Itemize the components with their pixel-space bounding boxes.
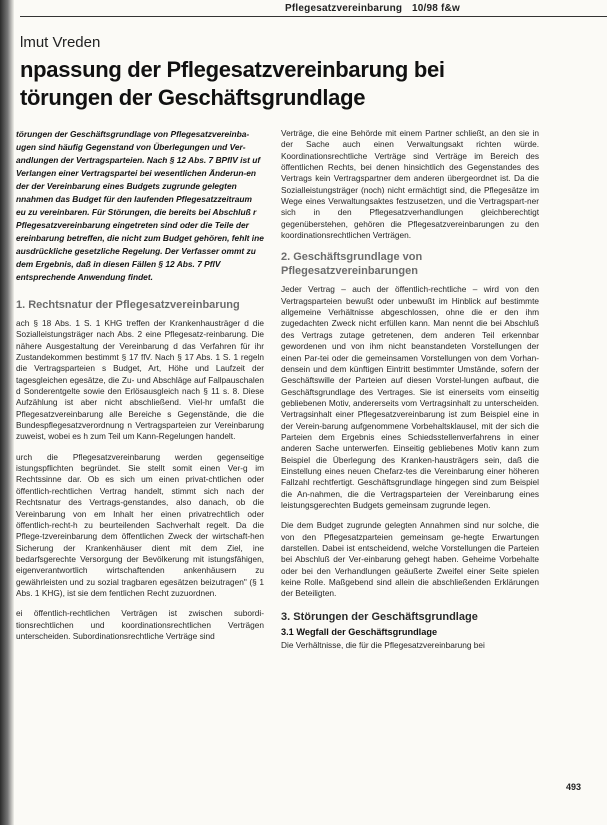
paragraph: Jeder Vertrag – auch der öffentlich-rechtliche – wird von den Vertragsparteien bewußt oder unbewußt im Hinblick auf bestimmte allgemeine Verhältnisse abgeschlossen, ohne die er den ihm zugedachten Zweck nicht erfüllen kann. Man nennt die bei Abschluß des Vertrags zutage getretenen, dem anderen Teil erkennbar gewordenen und von ihm nicht beanstandeten Vorstellungen der einen Par-tei oder die gemeinsamen Vorstellungen von dem Vorhan-densein und dem künftigen Eintritt bestimmter Umstände, sofern der Geschäftswille der Parteien auf diesen Vorstel-lungen aufbaut, die Geschäftsgrundlage des Vertrages. Sie ist einerseits vom einseitig gebliebenen Motiv, andererseits vom Vertragsinhalt zu unterscheiden. Vertragsinhalt einer Pflegesatzvereinbarung ist zum Beispiel eine in der Verein-barung aufgenommene Vorbehaltsklausel, mit der sich die Parteien dem Ergebnis eines Schiedsstellenverfahrens in einer anderen Sache unterwerfen. Einseitig gebliebenes Motiv kann zum Beispiel die Überlegung des Kranken-hausträgers sein, daß die Einstellung eines neuen Chefarz-tes die Vereinbarung einer höheren Fallzahl rechtfertigt. Geschäftsgrundlage hingegen sind zum Beispiel die An-nahmen, die die Vertragsparteien der Vereinbarung eines leistungsgerechten Budgets gemeinsam zugrunde legen. bbox=[281, 284, 539, 510]
left-column bbox=[16, 128, 264, 651]
paragraph: Die dem Budget zugrunde gelegten Annahmen sind nur solche, die von den Pflegesatzparteien gemeinsam ge-hegte Erwartungen darstellen. Dabei ist entscheidend, welche Vorstellungen die Parteien bei Abschluß der Ver-einbarung gehegt haben. Geheime Vorbehalte oder bei den Verhandlungen geäußerte Zweifel einer Seite spielen keine Rolle. Maßgebend sind allein die abschließenden Erklärungen der Beteiligten. bbox=[281, 520, 539, 599]
running-title: Pflegesatzvereinbarung bbox=[285, 3, 403, 14]
title-line-2: törungen der Geschäftsgrundlage bbox=[20, 85, 366, 110]
issue-label: 10/98 f&w bbox=[412, 3, 460, 14]
article-title bbox=[20, 56, 600, 112]
section-heading-3: 3. Störungen der Geschäftsgrundlage bbox=[281, 610, 478, 623]
subsection-heading: 3.1 Wegfall der Geschäftsgrundlage bbox=[281, 626, 438, 637]
right-column bbox=[281, 128, 539, 660]
section-heading-1: 1. Rechtsnatur der Pflegesatzvereinbarung bbox=[16, 299, 240, 311]
page-number: 493 bbox=[566, 782, 582, 792]
title-line-1: npassung der Pflegesatzvereinbarung bei bbox=[20, 57, 445, 82]
paragraph: ei öffentlich-rechtlichen Verträgen ist zwischen subordi-tionsrechtlichen und koordinationsrechtlichen Verträgen unterscheiden. Subordinationsrechtliche Verträge sind bbox=[16, 608, 264, 641]
binding-shadow bbox=[0, 0, 14, 825]
abstract: törungen der Geschäftsgrundlage von Pflegesatzvereinba-ugen sind häufig Gegenstand von Überlegungen und Ver-andlungen der Vertragsparteien. Nach § 12 Abs. 7 BPflV ist uf Verlangen einer Vertragspartei bei wesentlichen Änderun-en der der Vereinbarung eines Budgets zugrunde gelegten nnahmen das Budget für den laufenden Pflegesatzzeitraum eu zu vereinbaren. Für Störungen, die bereits bei Abschluß r Pflegesatzvereinbarung eingetreten sind oder die Teile der ereinbarung betreffen, die nicht zum Budget gehören, fehlt ine ausdrückliche gesetzliche Regelung. Der Verfasser ommt zu dem Ergebnis, daß in diesen Fällen § 12 Abs. 7 PflV entsprechende Anwendung findet. bbox=[16, 129, 264, 282]
paragraph: ach § 18 Abs. 1 S. 1 KHG treffen der Krankenhausträger d die Sozialleistungsträger nach Abs. 2 eine Pflegesatz-reinbarung. Die nähere Ausgestaltung der Vereinbarung d das Verfahren für ihr Zustandekommen bestimmt § 17 flV. Nach § 17 Abs. 1 S. 1 regeln die Vertragsparteien s Budget, Art, Höhe und Laufzeit der tagesgleichen egesätze, die Zu- und Abschläge auf Fallpauschalen d Sonderentgelte sowie den Erlösausgleich nach § 11 s. 8. Diese Aufzählung ist aber nicht abschließend. Viel-hr umfaßt die Pflegesatzvereinbarung alle Bereiche s Gegenstände, die die Bundespflegesatzverordnung n Vertragsparteien zur Vereinbarung zuweist, wobei es h zum Teil um Kann-Regelungen handelt. bbox=[16, 318, 264, 442]
paragraph: urch die Pflegesatzvereinbarung werden gegenseitige istungspflichten begründet. Sie stellt somit einen Ver-g im Rechtssinne dar. Ob es sich um einen privat-chtlichen oder öffentlich-rechtlichen Vertrag handelt, stimmt sich nach der Rechtsnatur des Vertrags-genstandes, also danach, ob die Vereinbarung von em Inhalt her einen privatrechtlich oder öffentlich-recht-h zu beurteilenden Sachverhalt regelt. Da die Pflege-tzvereinbarung dem öffentlichen Zweck der wirtschaft-hen Sicherung der Krankenhäuser dient mit dem Ziel, ine bedarfsgerechte Versorgung der Bevölkerung mit istungsfähigen, eigenverantwortlich wirtschaftenden ankenhäusern zu gewährleisten und zu sozial tragbaren egesätzen beizutragen" (§ 1 Abs. 1 KHG), ist sie dem fentlichen Recht zuzuordnen. bbox=[16, 451, 264, 598]
author-name: lmut Vreden bbox=[20, 34, 101, 51]
running-header bbox=[180, 0, 607, 16]
paragraph: Verträge, die eine Behörde mit einem Partner schließt, an den sie in der Sache auch einen Verwaltungsakt richten würde. Koordinationsrechtliche Verträge sind Verträge im Bereich des öffentlichen Rechts, bei denen hinsichtlich des Gegenstandes des Vertrags kein Vertragspartner dem anderen übergeordnet ist. Da die Sozialleistungsträger (noch) nicht ermächtigt sind, die Pflegesätze im Wege eines Verwaltungsaktes festzusetzen, und die Vertragspart-ner sich in den Pflegesatzverhandlungen gleichberechtigt gegenüberstehen, gehören die Pflegesatzvereinbarungen zu den koordinationsrechtlichen Verträgen. bbox=[281, 128, 539, 241]
section-heading-2: 2. Geschäftsgrundlage von Pflegesatzvereinbarungen bbox=[281, 251, 423, 278]
paragraph: Die Verhältnisse, die für die Pflegesatzvereinbarung bei bbox=[281, 640, 485, 651]
header-rule bbox=[20, 16, 607, 17]
